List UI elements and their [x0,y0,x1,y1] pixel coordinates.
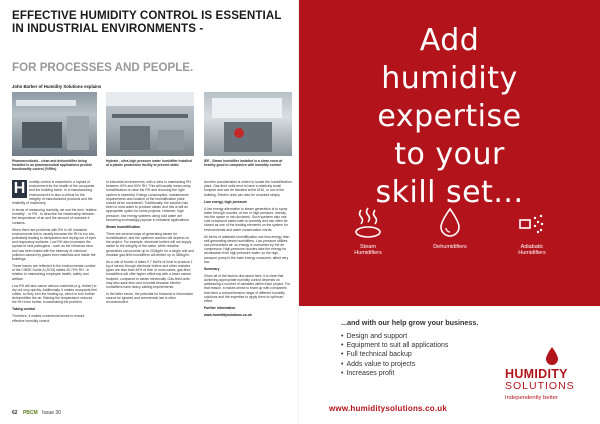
water-drop-icon [435,206,465,240]
photo-panel [212,98,282,118]
product-icons [299,206,600,286]
logo-slogan: Independently better [505,395,558,401]
photo-machine [22,122,62,148]
caption-photo-3: IEE - Steam humidifier installed in a clean room at healthy good to companies with humidity control [204,159,283,167]
headline-line: expertise [377,99,522,134]
paragraph: As a rule of thumb, it takes 0.7 kW/hr of heat to produce 1 kg of steam, though electrode boilers and other resistive types are less than 40% of that. In most cases, gas-fired humidifiers will offer higher efficiency with a lower carbon footprint, compared to steam electrically. Gas-fired units may also save less cost to install because electric humidifiers have heavy cabling requirements. [106,259,193,290]
photo-pharmaceutical-plant [12,92,97,156]
spray-nozzle-icon [517,206,547,240]
logo-wordmark-solutions: SOLUTIONS [505,380,575,392]
advert-page [299,0,600,424]
subhead-further-info: Further information [204,306,236,311]
article-title: EFFECTIVE HUMIDITY CONTROL IS ESSENTIAL IN INDUSTRIAL ENVIRONMENTS - [12,9,282,35]
benefit-item: • Equipment to suit all applications [341,341,448,350]
body-column-2 [106,180,194,307]
paragraph: Another consideration is where to locate the humidification plant. Gas-fired units tend to have a relatively small footprint and can be situated at the AHU, or out of the building. Electric units can also be mounted simply. [204,180,292,197]
benefit-item: • Adds value to projects [341,360,448,369]
product-adiabatic-humidifiers [497,206,567,256]
advert-red-panel [299,0,600,306]
dropcap: H [13,180,26,197]
paragraph: umidity control is essential in a myriad of environment for the health of the occupants and the building fabric. In a manufacturing environment it is also a critical for the integrity of manufactured products and the reliability of machinery. [12,180,95,206]
advert-website-link[interactable]: www.humiditysolutions.co.uk [329,404,447,413]
page-folio [12,410,61,416]
photo-unit [120,126,150,150]
benefit-list [341,332,448,378]
subhead-summary: Summary [204,266,220,271]
product-steam-humidifiers [333,206,403,256]
caption-photo-1: Pharmaceuticals - clean and dehumidifier being installed in an pharmaceutical applications provide functionality control (%RHs) [12,159,93,171]
paragraph: All forms of adiabatic humidification use less energy than self-generating steam humidifiers. Low pressure utilities use pressurised air, so energy is consumed by the air compressor. High-pressure nozzles take the energy for atomisation from high pressure water, so the high-pressure pump is the main energy consumer, albeit very low. [204,234,290,264]
product-label [415,244,485,250]
product-label-line: Humidifiers [518,250,546,257]
article-subtitle: FOR PROCESSES AND PEOPLE. [12,61,194,74]
paragraph: Low RH will also cause various materials (e.g. timber) to dry out very quickly. Additionally, it makes occupants feel colder, so they turn the heating up, which in turn further dehumidifies the air. Raising the temperature reduces the RH even further, exacerbating the problem. [12,283,97,305]
editorial-page [0,0,299,424]
photo-unit-2 [158,130,184,150]
photo-duct [67,116,89,150]
steam-cloud-icon [353,206,383,240]
logo-drop-icon [545,346,559,366]
photo-clean-room [204,92,292,156]
body-column-3 [204,180,292,320]
paragraph: Given all of the factors discussed here, it is clear that achieving appropriate humidity control depends on addressing a number of variables within each project. For that reason, it makes sense to team up with companies that have a comprehensive range of different humidity solutions and the expertise to apply them to optimum effect. [204,273,291,304]
paragraph: When there are problems with RH in UK industrial environments this is usually because the RH is too low, potentially leading to dehydration and drying out of eyes and respiratory surfaces. Low RH also increases the spread of viral pathogens - such as the influenza virus and has been linked with the intensity of chemical pollution caused by gases from materials and inside the buildings. [12,227,96,262]
product-dehumidifiers [415,206,485,250]
benefit-item: • Full technical backup [341,350,448,359]
lead-paragraph [12,180,97,205]
advert-headline [299,22,600,212]
subhead-low-energy: Low energy, high pressure [204,199,247,204]
product-label-line: Steam [360,244,376,250]
advert-tagline: ...and with our help grow your business. [341,318,479,327]
product-label [497,244,567,256]
product-label-line: Adiabatic [520,244,544,250]
benefit-item: • Increases profit [341,369,448,378]
paragraph: In industrial environments, with a view to maintaining RH between 40% and 60% RH. This will usually mean using humidification to raise the RH and choosing the right system is essential. Energy consumption, maintenance requirements and location of the humidification plant should all be considered. Traditionally, the solution has been to heat water to produce steam and this is still an appropriate option for some projects. However, high pressure, low energy systems using cold water are becoming increasingly popular in industrial applications. [106,180,191,222]
headline-line: skill set... [375,175,524,210]
logo-wordmark-humidity: HUMIDITY [505,367,568,381]
paragraph: These issues are reflected in the environmental comfort of the CIBSE Guide A (2015) states 40-70% RH - in relation to maintaining employee health, safety and welfare. [12,264,96,281]
product-label-line: Dehumidifiers [433,244,467,250]
benefit-item: • Design and support [341,332,448,341]
headline-line: to your [394,137,505,172]
paragraph: In the latter sense, the potential for financial or information cannot be ignored and commercial law is often recommended. [106,292,194,305]
subhead-steam: Steam humidification [106,224,141,229]
page-number: 62 [12,410,18,416]
paragraph: A low energy alternative to steam generation is to spray water through nozzles, at low or high pressure, directly into the space or into ductwork. Such systems also use cold compound water-bath to humidify and can often be closed as one of the leading elements on the system for environmental and water conservation needs. [204,206,288,232]
photo-indicator [234,128,244,138]
product-label-line: Humidifiers [354,250,382,257]
paragraph: In terms of measuring humidity, we use the term 'relative humidity' - or RH - to describe the relationship between the temperature of air and the amount of moisture it contains. [12,208,97,225]
photo-pipe [112,114,188,118]
magazine-name: PBCM [22,410,38,416]
issue-number: Issue 30 [42,410,61,416]
paragraph: There are several ways of generating steam for humidification, and the optimum solution will depend on the project. For example, electrode boilers will not supply steam to the integrity of the water, while resistive generators can provide up to 200kg/hr for a single unit and modular gas-fired humidifiers will deliver up to 480kg/hr. [106,231,194,257]
subhead-taking-control: Taking control [12,307,36,312]
headline-line: Add [419,23,480,58]
caption-photo-2: Hydrate - ultra-high pressure water humidifier installed at a plastic production facility to prevent static [106,159,192,167]
humidity-solutions-logo [505,346,595,406]
further-info-link[interactable]: www.humiditysolutions.co.uk [204,313,252,318]
paragraph: Therefore, it makes commercial sense to ensure effective humidity control [12,314,85,323]
headline-line: humidity [381,61,518,96]
body-column-1 [12,180,97,326]
product-label [333,244,403,256]
photo-humidifier [224,122,272,152]
photo-light-strip [16,100,76,106]
photo-ceiling [106,92,194,106]
photo-plastic-facility [106,92,194,156]
byline: John Barber of Humidity Solutions explains [12,84,102,89]
